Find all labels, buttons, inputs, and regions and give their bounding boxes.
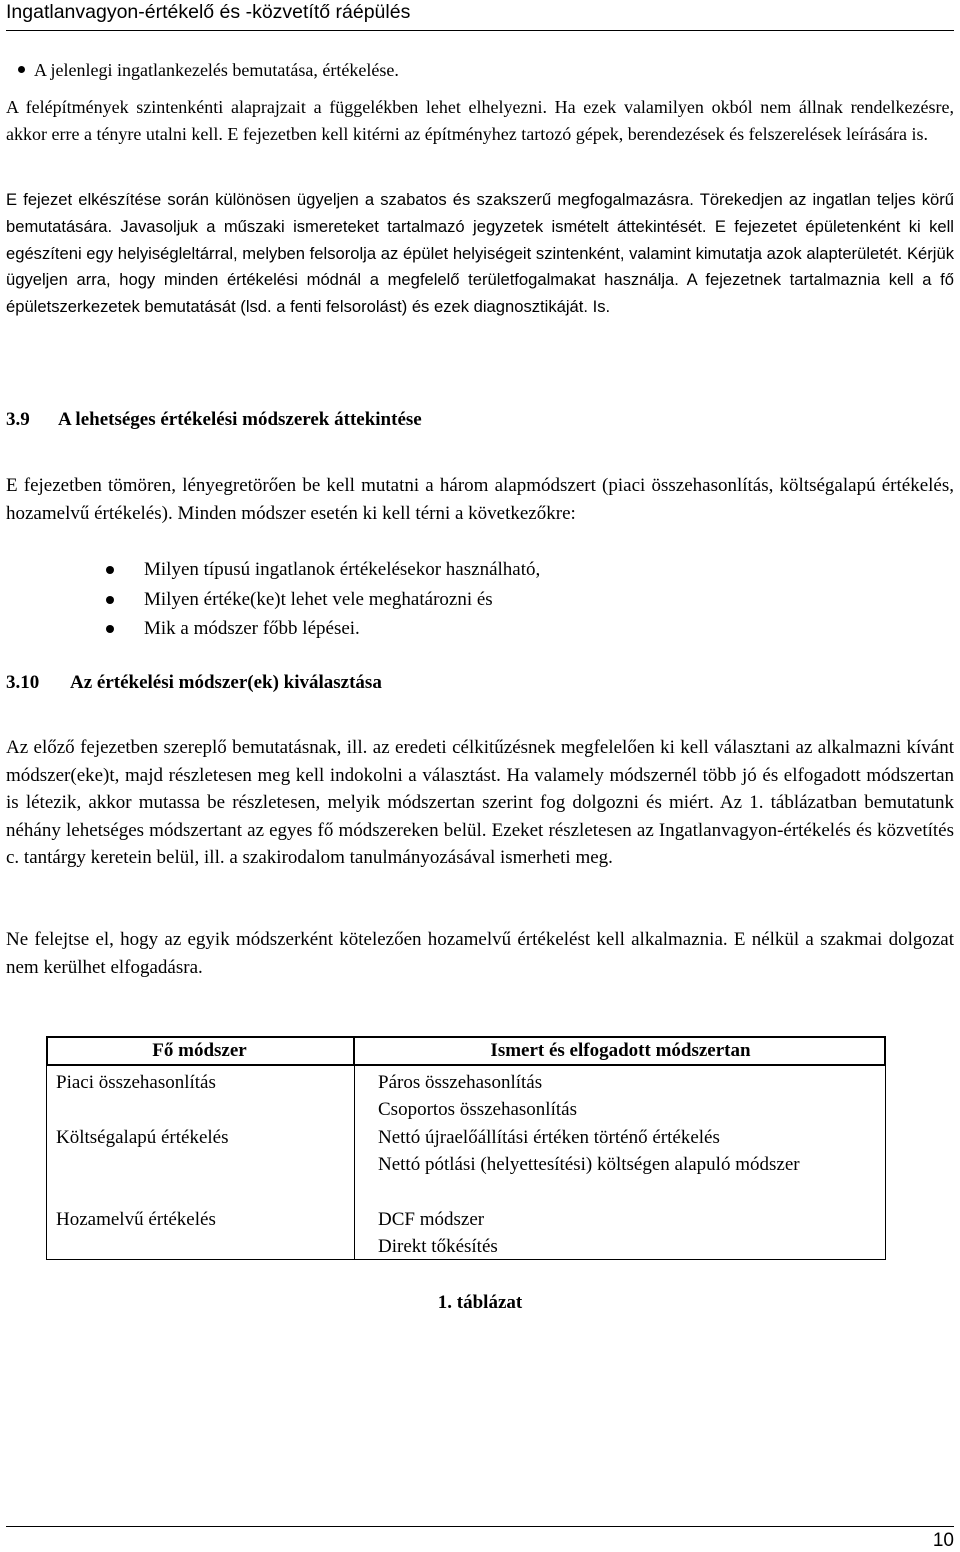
section-heading-3-9 <box>6 407 422 433</box>
paragraph-chapter-guidance: E fejezet elkészítése során különösen ügyeljen a szabatos és szakszerű megfogalmazásra. Törekedjen az ingatlan teljes körű bemutatására. Javasoljuk a műszaki ismereteket tartalmazó jegyzetek ismételt áttekintését. E fejezetet épületenként ki kell egészíteni egy helyiségleltárral, melyben felsorolja az épület helyiségeit szintenként, valamint kimutatja azok alapterületét. Kérjük ügyeljen arra, hogy minden értékelési módnál a megfelelő területfogalmakat használja. A fejezetnek tartalmaznia kell a fő épületszerkezetek bemutatását (lsd. a fenti felsorolást) és ezek diagnosztikáját. Is. <box>6 190 954 317</box>
table-cell-method: Hozamelvű értékelés <box>56 1209 216 1230</box>
bullet-dot-icon <box>106 566 114 574</box>
list-item-text: Milyen típusú ingatlanok értékelésekor használható, <box>144 559 541 580</box>
bullet-dot-icon <box>18 66 25 73</box>
list-item <box>106 585 540 615</box>
table-cell-method: Költségalapú értékelés <box>56 1127 229 1148</box>
list-item <box>106 614 540 644</box>
running-header <box>6 0 954 31</box>
table-cell-methodology: Nettó újraelőállítási értéken történő értékelés <box>378 1127 720 1148</box>
paragraph-method-selection: Az előző fejezetben szereplő bemutatásnak, ill. az eredeti célkitűzésnek megfelelően ki kell választani az alkalmazni kívánt módszer(eke)t, majd részletesen meg kell indokolni a választást. Ha valamely módszernél több jó és elfogadott módszertan is létezik, akkor mutassa be részletesen, melyik módszertan szerint fog dolgozni és miért. Az 1. táblázatban bemutatunk néhány lehetséges módszertant az egyes fő módszereken belül. Ezeket részletesen az Ingatlanvagyon-értékelés és közvetítés c. tantárgy keretein belül, ill. a szakirodalom tanulmányozásával ismerheti meg. <box>6 737 954 869</box>
methods-table <box>46 1036 886 1260</box>
header-title: Ingatlanvagyon-értékelő és -közvetítő ráépülés <box>6 1 411 23</box>
list-item-text: Mik a módszer főbb lépései. <box>144 618 360 639</box>
table-cell-methodology: DCF módszer <box>378 1209 485 1230</box>
section-title: Az értékelési módszer(ek) kiválasztása <box>70 672 382 693</box>
table-header-main-method: Fő módszer <box>152 1040 247 1061</box>
section-heading-3-10 <box>6 670 382 696</box>
method-questions-list <box>106 555 540 644</box>
paragraph-income-approach-note: Ne felejtse el, hogy az egyik módszerként kötelezően hozamelvű értékelést kell alkalmaznia. E nélkül a szakmai dolgozat nem kerülhet elfogadásra. <box>6 929 954 978</box>
table-cell-methodology: Direkt tőkésítés <box>378 1236 498 1257</box>
paragraph-floor-plans: A felépítmények szintenkénti alaprajzait a függelékben lehet elhelyezni. Ha ezek valamilyen okból nem állnak rendelkezésre, akkor erre a tényre utalni kell. E fejezetben kell kitérni az építményhez tartozó gépek, berendezések és felszerelések leírására is. <box>6 97 954 144</box>
list-item <box>106 555 540 585</box>
bullet-dot-icon <box>106 625 114 633</box>
table-cell-methodology: Páros összehasonlítás <box>378 1072 543 1093</box>
paragraph-methods-overview: E fejezetben tömören, lényegretörően be kell mutatni a három alapmódszert (piaci összehasonlítás, költségalapú értékelés, hozamelvű értékelés). Minden módszer esetén ki kell térni a következőkre: <box>6 475 954 524</box>
section-title: A lehetséges értékelési módszerek áttekintése <box>58 409 422 430</box>
table-caption: 1. táblázat <box>437 1292 523 1313</box>
table-cell-method: Piaci összehasonlítás <box>56 1072 216 1093</box>
table-cell-methodology: Nettó pótlási (helyettesítési) költségen alapuló módszer <box>378 1154 800 1175</box>
table-cell-methodology: Csoportos összehasonlítás <box>378 1099 577 1120</box>
footer-rule <box>6 1526 954 1527</box>
table-header-methodology: Ismert és elfogadott módszertan <box>490 1040 751 1061</box>
top-bullet-text: A jelenlegi ingatlankezelés bemutatása, értékelése. <box>34 60 399 80</box>
bullet-dot-icon <box>106 596 114 604</box>
list-item-text: Milyen értéke(ke)t lehet vele meghatározni és <box>144 588 493 610</box>
section-number: 3.10 <box>6 672 40 693</box>
top-bullet-item <box>18 57 399 83</box>
section-number: 3.9 <box>6 409 30 430</box>
table-column-divider <box>354 1066 355 1260</box>
page-number: 10 <box>932 1530 954 1551</box>
